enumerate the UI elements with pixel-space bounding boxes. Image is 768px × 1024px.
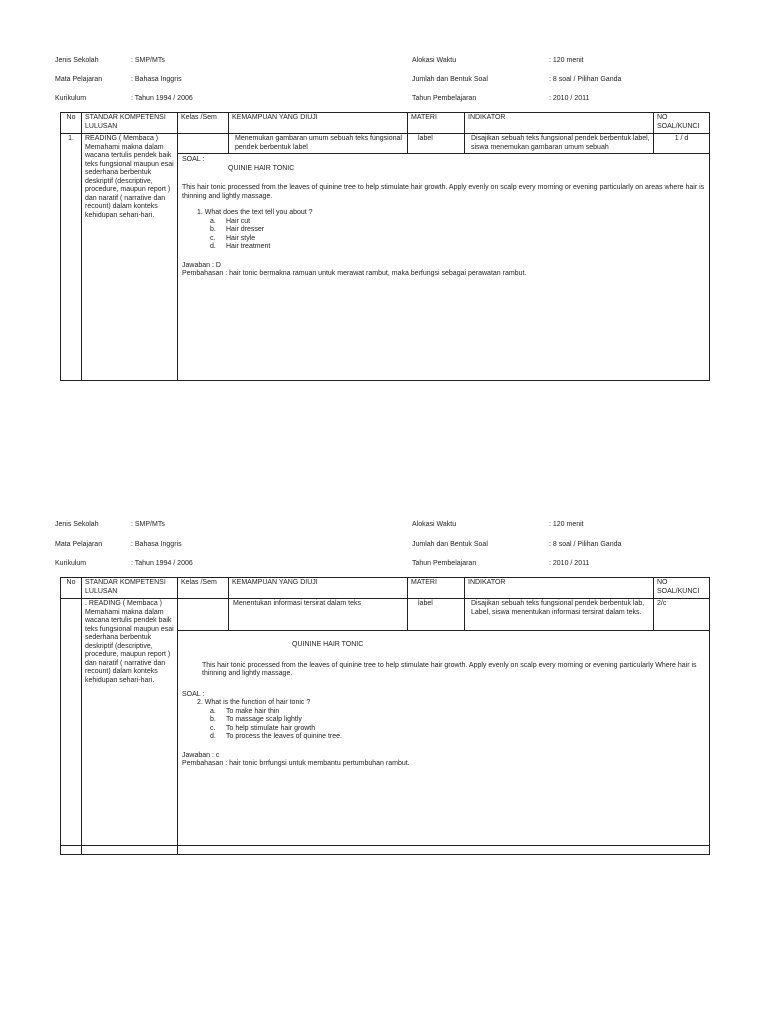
table-row [61, 134, 710, 154]
nosoal-text: 2/c [654, 599, 710, 631]
standar-text: READING ( Membaca ) Memahami makna dalam wacana tertulis pendek baik teks fungsional maupun esai sederhana berbentuk deskriptif (descriptive, procedure, maupun report ) dan naratif ( narrative dan recount) dalam konteks kehidupan sehari-hari. [82, 134, 178, 381]
nosoal-text: 1 / d [654, 134, 710, 154]
list-item: d. Hair treatment [210, 243, 271, 250]
row-number: 1. [61, 134, 82, 381]
kelas-cell [178, 134, 229, 154]
kelas-cell [178, 599, 229, 631]
col-standar: STANDAR KOMPETENSI LULUSAN [82, 113, 178, 134]
label-tahun: Tahun Pembelajaran [412, 560, 477, 567]
col-kemampuan: KEMAMPUAN YANG DIUJI [229, 113, 408, 134]
question-card-1 [60, 112, 710, 381]
list-item: d. To process the leaves of quinine tree. [210, 733, 342, 740]
value-jenis-sekolah: : SMP/MTs [131, 521, 165, 528]
soal-section [178, 631, 710, 846]
label-kurikulum: Kurikulum [55, 95, 87, 102]
table-header-row [61, 113, 710, 134]
label-tahun: Tahun Pembelajaran [412, 95, 477, 102]
col-indikator: INDIKATOR [465, 578, 654, 599]
header-row-2 [0, 539, 768, 551]
passage-text: This hair tonic processed from the leaves of quinine tree to help stimulate hair growth. Apply evenly on scalp every morning or evening particularly on areas where hair is thinning and lightly massage. [182, 184, 705, 200]
kemampuan-text: Menemukan gambaran umum sebuah teks fungsional pendek berbentuk label [229, 134, 408, 154]
col-kelas: Kelas /Sem [178, 113, 229, 134]
header-row-3 [0, 558, 768, 570]
value-tahun: : 2010 / 2011 [549, 95, 590, 102]
standar-text: . READING ( Membaca ) Memahami makna dalam wacana tertulis pendek baik teks fungsional maupun esai sederhana berbentuk deskriptif (descriptive, procedure, maupun report ) dan naratif ( narrative dan recount) dalam konteks kehidupan sehari-hari. [82, 599, 178, 846]
value-kurikulum: : Tahun 1994 / 2006 [131, 560, 193, 567]
col-kemampuan: KEMAMPUAN YANG DIUJI [229, 578, 408, 599]
question-text: 1. What does the text tell you about ? [197, 209, 313, 216]
row-number [61, 599, 82, 846]
col-no: No [61, 578, 82, 599]
header-row-1 [0, 55, 768, 67]
header-row-3 [0, 93, 768, 105]
list-item: c. To help stimulate hair growth [210, 724, 316, 732]
value-jenis-sekolah: : SMP/MTs [131, 57, 165, 64]
soal-label: SOAL : [182, 690, 205, 698]
value-mata-pelajaran: : Bahasa Inggris [131, 541, 182, 548]
indikator-text: Disajikan sebuah teks fungsional pendek berbentuk lab, Label, siswa menentukan informasi tersirat dalam teks. [465, 599, 654, 631]
soal-label: SOAL : [182, 156, 205, 163]
question-card-2 [60, 577, 710, 855]
col-materi: MATERI [408, 113, 465, 134]
col-standar: STANDAR KOMPETENSI LULUSAN [82, 578, 178, 599]
list-item: c. Hair style [210, 234, 256, 242]
value-kurikulum: : Tahun 1994 / 2006 [131, 95, 193, 102]
materi-text: label [408, 599, 465, 631]
options-list [182, 218, 705, 252]
kemampuan-text: Menentukan informasi tersirat dalam teks [229, 599, 408, 631]
label-kurikulum: Kurikulum [55, 560, 87, 567]
col-nosoal: NO SOAL/KUNCI [654, 578, 710, 599]
pembahasan-text: Pembahasan : hair tonic brrfungsi untuk membantu pertumbuhan rambut. [182, 760, 410, 767]
list-item: b. To massage scalp lightly [210, 716, 302, 723]
header-row-1 [0, 519, 768, 531]
empty-row [61, 846, 710, 855]
question-text: 2. What is the function of hair tonic ? [197, 699, 311, 706]
passage-title: QUINIE HAIR TONIC [228, 164, 295, 172]
label-alokasi-waktu: Alokasi Waktu [412, 521, 457, 528]
pembahasan-text: Pembahasan : hair tonic bermakna ramuan untuk merawat rambut, maka berfungsi sebagai perawatan rambut. [182, 270, 527, 277]
options-list [182, 708, 705, 742]
label-alokasi-waktu: Alokasi Waktu [412, 57, 457, 64]
value-alokasi-waktu: : 120 menit [549, 521, 584, 528]
header-row-2 [0, 74, 768, 86]
label-jumlah-bentuk: Jumlah dan Bentuk Soal [412, 76, 488, 83]
table-header-row [61, 578, 710, 599]
col-nosoal: NO SOAL/KUNCI [654, 113, 710, 134]
value-jumlah-bentuk: : 8 soal / Pilihan Ganda [549, 76, 622, 83]
soal-section [178, 154, 710, 381]
label-jenis-sekolah: Jenis Sekolah [55, 521, 99, 528]
passage-text: This hair tonic processed from the leaves of quinine tree to help stimulate hair growth. Apply evenly on scalp every morning or evening particularly Where hair is thinning and lightly massage. [202, 661, 697, 677]
label-jenis-sekolah: Jenis Sekolah [55, 57, 99, 64]
passage-title: QUININE HAIR TONIC [292, 641, 364, 648]
materi-text: label [408, 134, 465, 154]
list-item: a. To make hair thin [210, 707, 280, 715]
col-indikator: INDIKATOR [465, 113, 654, 134]
col-no: No [61, 113, 82, 134]
jawaban-text: Jawaban : c [182, 751, 220, 759]
label-mata-pelajaran: Mata Pelajaran [55, 541, 103, 548]
value-jumlah-bentuk: : 8 soal / Pilihan Ganda [549, 541, 622, 548]
list-item: a. Hair cut [210, 217, 251, 225]
value-mata-pelajaran: : Bahasa Inggris [131, 76, 182, 83]
label-mata-pelajaran: Mata Pelajaran [55, 76, 103, 83]
label-jumlah-bentuk: Jumlah dan Bentuk Soal [412, 541, 488, 548]
value-alokasi-waktu: : 120 menit [549, 57, 584, 64]
col-kelas: Kelas /Sem [178, 578, 229, 599]
indikator-text: Disajikan sebuah teks fungsional pendek berbentuk label, siswa menemukan gambaran umum sebuah [465, 134, 654, 154]
value-tahun: : 2010 / 2011 [549, 560, 590, 567]
jawaban-text: Jawaban : D [182, 261, 221, 269]
list-item: b. Hair dresser [210, 226, 265, 233]
col-materi: MATERI [408, 578, 465, 599]
table-row [61, 599, 710, 631]
